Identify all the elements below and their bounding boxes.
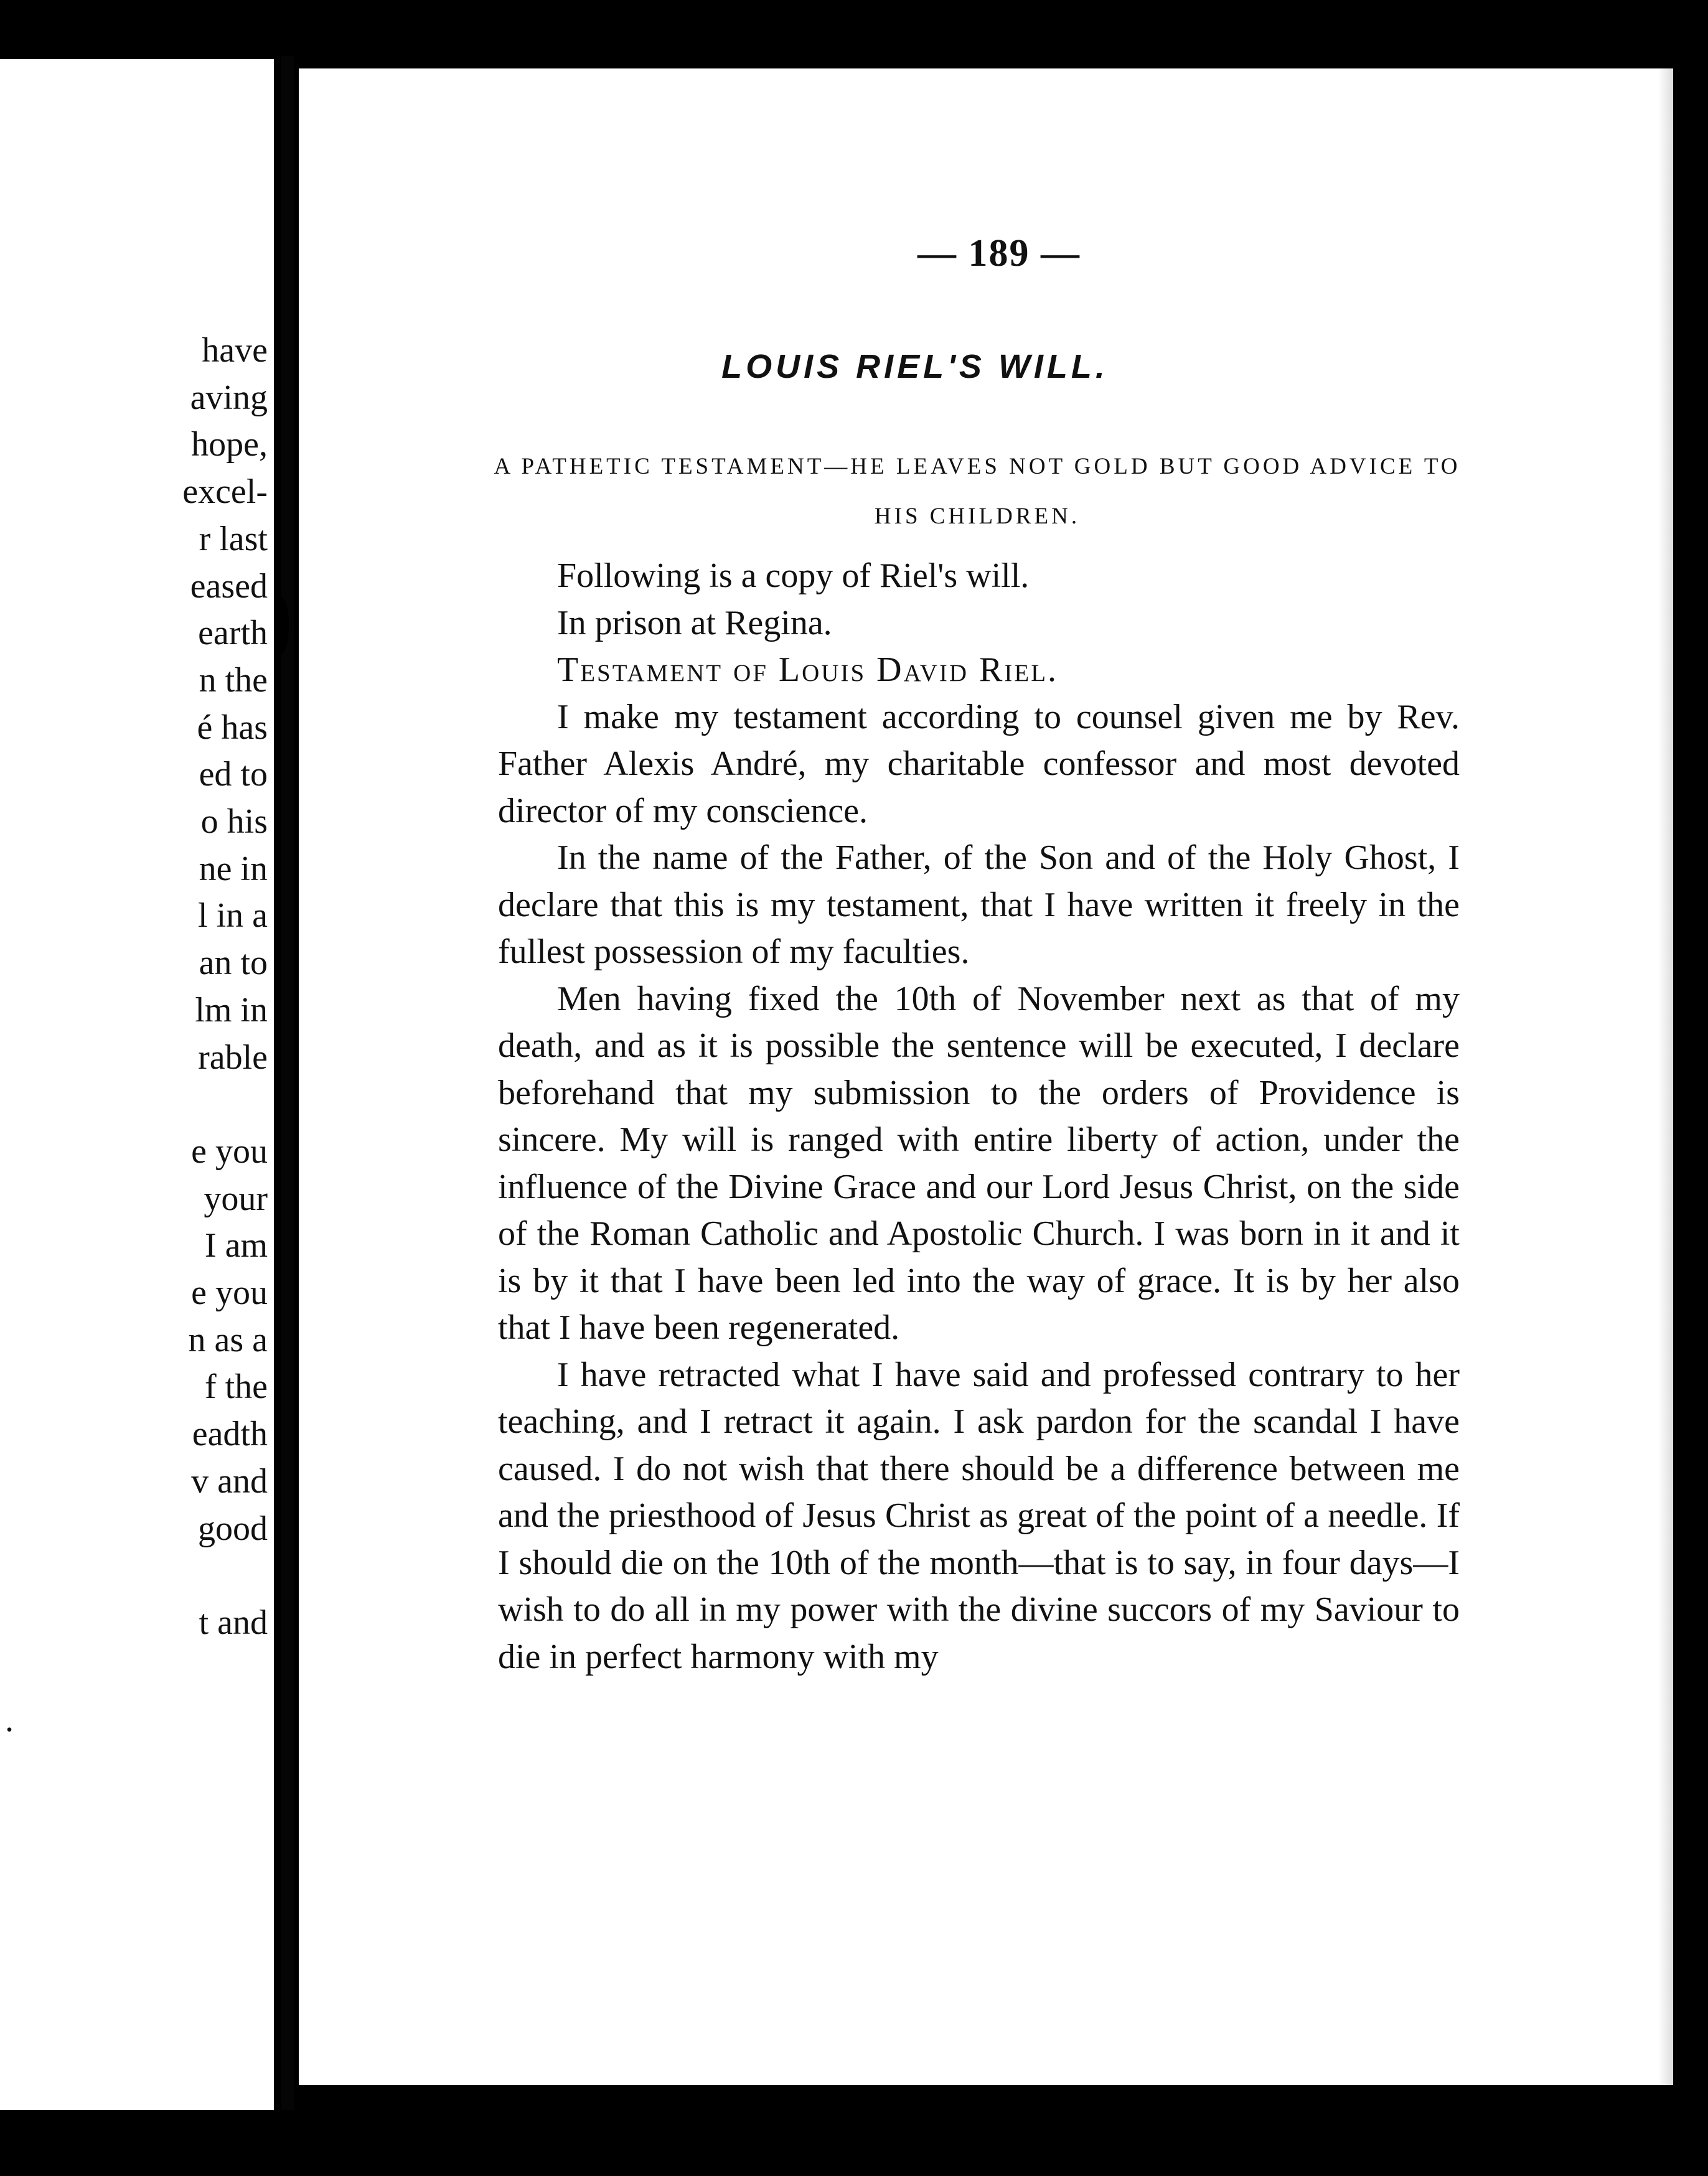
- left-page-line: your: [204, 1179, 268, 1218]
- paragraph-intro: Following is a copy of Riel's will.: [557, 556, 1030, 595]
- left-page-line: eased: [190, 566, 268, 606]
- left-page-line: rable: [198, 1038, 268, 1077]
- left-page-line: f the: [204, 1367, 268, 1407]
- left-page-line: I am: [204, 1226, 268, 1265]
- page-number: — 189 —: [917, 232, 1081, 274]
- left-page-line: an to: [199, 944, 268, 983]
- article-title: LOUIS RIEL'S WILL.: [721, 348, 1109, 385]
- paragraph-testament-heading: Testament of Louis David Riel.: [557, 650, 1059, 689]
- article-subtitle: A PATHETIC TESTAMENT—HE LEAVES NOT GOLD BUT GOOD ADVICE TO HIS CHILDREN.: [494, 454, 1461, 529]
- left-page-line: earth: [198, 614, 268, 653]
- left-page-line: eadth: [192, 1415, 268, 1454]
- left-page-line: excel-: [182, 472, 268, 512]
- left-page-line: e you: [191, 1132, 268, 1171]
- left-page-line: lm in: [195, 990, 268, 1029]
- left-page-line: have: [202, 331, 268, 370]
- paragraph-location: In prison at Regina.: [557, 603, 832, 642]
- binding-notch: [274, 598, 289, 654]
- left-page-line: n as a: [188, 1320, 268, 1359]
- left-page-trailing-mark: .: [5, 1700, 14, 1739]
- left-page-line: e you: [191, 1273, 268, 1312]
- left-page-line: r last: [199, 519, 268, 558]
- left-page-line: l in a: [198, 896, 268, 936]
- right-page: [299, 68, 1673, 2085]
- left-facing-page: [0, 59, 274, 2110]
- paragraph-counsel: I make my testament according to counsel given me by Rev. Father Alexis André, my charitable confessor and most devoted director of my conscience.: [498, 697, 1460, 830]
- page-edge-shadow: [1658, 68, 1673, 2085]
- left-page-line: ne in: [199, 849, 268, 888]
- left-page-line: good: [198, 1509, 268, 1548]
- left-page-line: o his: [200, 802, 268, 841]
- left-page-line: t and: [199, 1603, 268, 1642]
- left-page-line: ed to: [199, 755, 268, 794]
- left-page-line: aving: [190, 378, 268, 417]
- left-page-line: v and: [191, 1461, 268, 1501]
- left-page-line: é has: [197, 708, 268, 747]
- left-page-line: hope,: [191, 425, 268, 464]
- paragraph-submission: Men having fixed the 10th of November next as that of my death, and as it is possible the sentence will be executed, I declare beforehand that my submission to the orders of Providence is sincere. My will is ranged with entire liberty of action, under the influence of the Divine Grace and our Lord Jesus Christ, on the side of the Roman Catholic and Apostolic Church. I was born in it and it is by it that I have been led into the way of grace. It is by her also that I have been regenerated.: [498, 979, 1460, 1347]
- book-binding-gutter: [281, 56, 294, 2110]
- left-page-line: n the: [199, 660, 268, 700]
- paragraph-retraction: I have retracted what I have said and professed contrary to her teaching, and I retract it again. I ask pardon for the scandal I have caused. I do not wish that there should be a difference between me and the priesthood of Jesus Christ as great of the point of a needle. If I should die on the 10th of the month—that is to say, in four days—I wish to do all in my power with the divine succors of my Saviour to die in perfect harmony with my: [498, 1355, 1460, 1676]
- paragraph-declaration: In the name of the Father, of the Son and of the Holy Ghost, I declare that this is my testament, that I have written it freely in the fullest possession of my faculties.: [498, 838, 1460, 971]
- article-body: [498, 553, 1460, 1681]
